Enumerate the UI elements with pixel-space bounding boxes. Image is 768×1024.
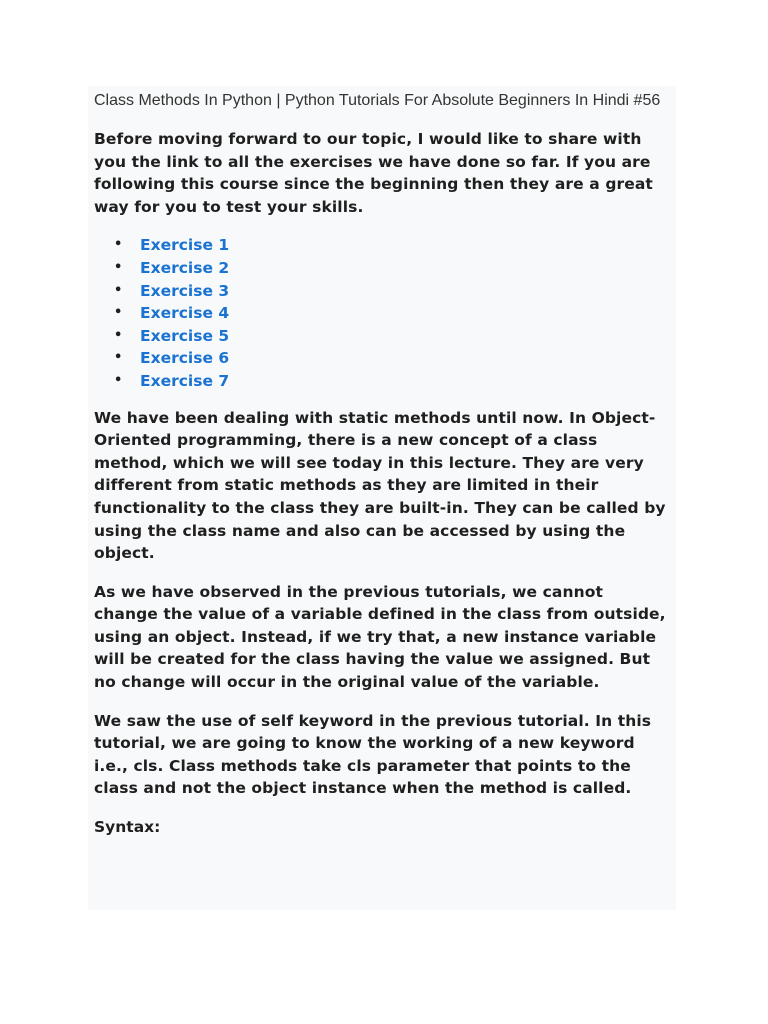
- list-item: [114, 347, 670, 370]
- bullet-icon: •: [114, 350, 123, 366]
- bullet-icon: •: [114, 259, 123, 275]
- syntax-heading: Syntax:: [94, 818, 161, 837]
- page-title: Class Methods In Python | Python Tutorials For Absolute Beginners In Hindi #56: [94, 92, 661, 109]
- bullet-icon: •: [114, 282, 123, 298]
- list-item: [114, 370, 670, 393]
- exercise-link-5[interactable]: Exercise 5: [140, 326, 230, 345]
- intro-paragraph: Before moving forward to our topic, I would like to share with you the link to all the exercises we have done so far. If you are following this course since the beginning then they are a great way for you to test your skills.: [94, 130, 653, 216]
- exercise-link-4[interactable]: Exercise 4: [140, 304, 230, 323]
- exercise-link-3[interactable]: Exercise 3: [140, 281, 230, 300]
- bullet-icon: •: [114, 327, 123, 343]
- cls-keyword-paragraph: We saw the use of self keyword in the previous tutorial. In this tutorial, we are going to know the working of a new keyword i.e., cls. Class methods take cls parameter that points to the class and not the object instance when the method is called.: [94, 711, 652, 798]
- exercise-link-7[interactable]: Exercise 7: [140, 371, 230, 390]
- exercise-link-6[interactable]: Exercise 6: [140, 349, 230, 368]
- list-item: [114, 325, 670, 348]
- list-item: [114, 257, 670, 280]
- exercise-link-1[interactable]: Exercise 1: [140, 236, 230, 255]
- variable-change-paragraph: As we have observed in the previous tutorials, we cannot change the value of a variable defined in the class from outside, using an object. Instead, if we try that, a new instance variable will be created for the class having the value we assigned. But no change will occur in the original value of the variable.: [94, 582, 666, 692]
- bullet-icon: •: [114, 237, 123, 253]
- bullet-icon: •: [114, 305, 123, 321]
- bullet-icon: •: [114, 372, 123, 388]
- list-item: [114, 234, 670, 257]
- article-content: [88, 86, 676, 910]
- list-item: [114, 302, 670, 325]
- exercise-link-2[interactable]: Exercise 2: [140, 258, 230, 277]
- static-methods-paragraph: We have been dealing with static methods until now. In Object-Oriented programming, there is a new concept of a class method, which we will see today in this lecture. They are very different from static methods as they are limited in their functionality to the class they are built-in. They can be called by using the class name and also can be accessed by using the object.: [94, 408, 666, 563]
- exercise-list: [94, 234, 670, 392]
- list-item: [114, 280, 670, 303]
